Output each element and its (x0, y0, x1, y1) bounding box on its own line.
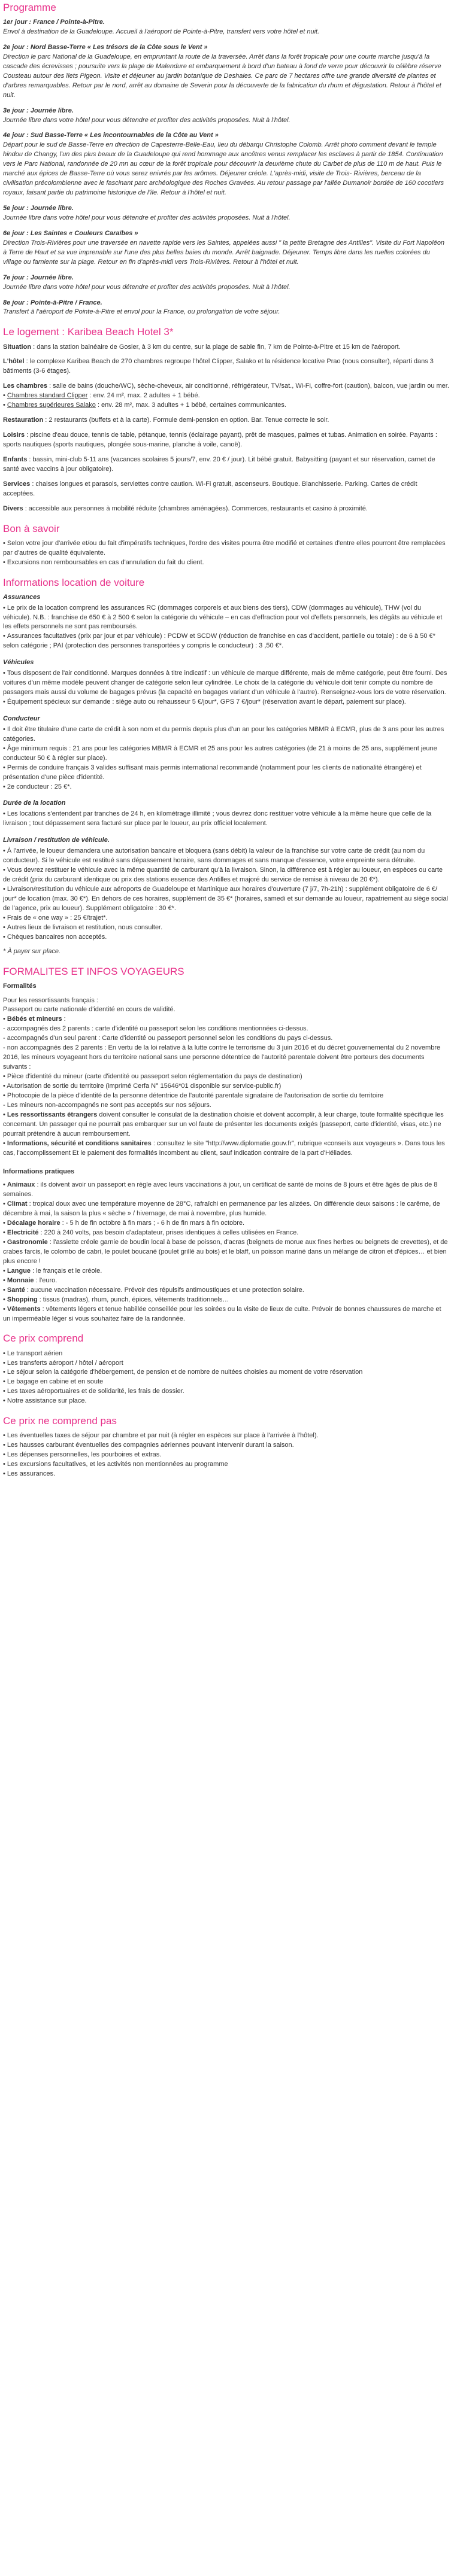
restauration-text: : 2 restaurants (buffets et à la carte). Formule demi-pension en option. Bar. Tenue correcte le soir. (43, 416, 329, 424)
list-item: • Il doit être titulaire d'une carte de crédit à son nom et du permis depuis plus d'un an pour les catégories MBMR à ECMR, plus de 3 ans pour les autres catégories. (3, 725, 449, 744)
etrangers-label: Les ressortissants étrangers (7, 1111, 98, 1118)
bon-savoir-section (3, 522, 449, 568)
conducteur-list (3, 725, 449, 792)
formalites-line: • Photocopie de la pièce d'identité de la personne détentrice de l'autorité parentale signataire de l'autorisation de sortie du territoire (3, 1091, 384, 1099)
pratique-item (3, 1286, 449, 1295)
loisirs-paragraph (3, 431, 449, 450)
day-title: 5e jour : Journée libre. (3, 205, 74, 212)
duree-title: Durée de la location (3, 799, 66, 807)
day-title: 1er jour : France / Pointe-à-Pitre. (3, 19, 105, 26)
list-item: • Frais de « one way » : 25 €/trajet*. (3, 914, 449, 923)
list-item: • Chèques bancaires non acceptés. (3, 933, 449, 942)
pratique-label: Monnaie (7, 1276, 34, 1284)
formalites-line: • Pièce d'identité du mineur (carte d'identité ou passeport selon réglementation du pays de destination) (3, 1073, 302, 1081)
formalites-lines (3, 1024, 449, 1110)
formalites-line: - accompagnés d'un seul parent : Carte d'identité ou passeport personnel selon les conditions du pays ci-dessus. (3, 1035, 333, 1042)
bebes-text: : (62, 1015, 66, 1023)
formalites-subtitle: Formalités (3, 982, 37, 990)
prix-ne-comprend-list (3, 1431, 449, 1479)
pratique-item (3, 1228, 449, 1238)
list-item: • Tous disposent de l'air conditionné. Marques données à titre indicatif : un véhicule de marque différente, mais de même catégorie, peut être fourni. Des voitures d'un même modèle peuvent changer de catégorie selon leur cylindrée. Le choix de la catégorie du véhicule doit tenir compte du nombre de passagers mais aussi du volume de bagages prévus (la capacité en bagages variant d'un véhicule à l'autre). Renseignez-vous lors de votre réservation. (3, 669, 449, 698)
day-text: Journée libre dans votre hôtel pour vous détendre et profiter des activités proposées. Nuit à l'hôtel. (3, 214, 290, 221)
pratiques-title: Informations pratiques (3, 1168, 75, 1176)
list-item: • 2e conducteur : 25 €*. (3, 783, 449, 792)
divers-label: Divers (3, 504, 23, 512)
divers-text: : accessible aux personnes à mobilité réduite (chambres aménagées). Commerces, restaurants et casino à proximité. (23, 504, 368, 512)
loisirs-text: : piscine d'eau douce, tennis de table, pétanque, tennis (éclairage payant), prêt de masques, palmes et tubas. Animation en soirée. Payants : sports nautiques (sports nautiques, plongée sous-marine, planche à voile, canoë). (3, 431, 437, 448)
formalites-section (3, 965, 449, 1324)
list-item: • Les assurances. (3, 1470, 449, 1479)
day-text: Transfert à l'aéroport de Pointe-à-Pitre et envol pour la France, ou prolongation de votre séjour. (3, 308, 280, 316)
chambres-block (3, 382, 449, 410)
prix-comprend-section (3, 1332, 449, 1406)
day-title: 7e jour : Journée libre. (3, 273, 74, 281)
programme-day (3, 273, 449, 293)
pratique-label: Vêtements (7, 1305, 41, 1313)
chambres-label: Les chambres (3, 382, 47, 390)
prix-ne-comprend-section (3, 1415, 449, 1479)
info-label: Informations, sécurité et conditions sanitaires (7, 1139, 152, 1147)
vehicules-list (3, 669, 449, 707)
list-item: • Le prix de la location comprend les assurances RC (dommages corporels et aux biens des tiers), CDW (dommages au véhicule), THW (vol du véhicule). N.B. : franchise de 650 € à 2 500 € selon la catégorie du véhicule – en cas d'effraction pour vol d'effets personnels, les dégâts au véhicule et les effets personnels ne sont pas remboursés. (3, 604, 449, 632)
duree-list (3, 810, 449, 829)
pratique-item (3, 1238, 449, 1267)
list-item: • Les excursions facultatives, et les activités non mentionnées au programme (3, 1460, 449, 1470)
list-item: • Les hausses carburant éventuelles des compagnies aériennes pouvant intervenir durant la saison. (3, 1441, 449, 1450)
programme-day (3, 43, 449, 101)
conducteur-title: Conducteur (3, 714, 40, 722)
list-item: • Âge minimum requis : 21 ans pour les catégories MBMR à ECMR et 25 ans pour les autres catégories (de 21 à moins de 25 ans, supplément jeune conducteur 50 € à régler sur place). (3, 744, 449, 764)
list-item: • Les taxes aéroportuaires et de solidarité, les frais de dossier. (3, 1387, 449, 1397)
pratique-text: : tropical doux avec une température moyenne de 28°C, rafraîchi en permanence par les alizées. On différencie deux saisons : le carême, de décembre à mai, la saison la plus « sèche » / hivernage, de mai à novembre, plus humide. (3, 1200, 440, 1218)
day-text: Journée libre dans votre hôtel pour vous détendre et profiter des activités proposées. Nuit à l'hôtel. (3, 283, 290, 291)
logement-section (3, 326, 449, 513)
pratique-item (3, 1295, 449, 1305)
chambres-text: : salle de bains (douche/WC), sèche-cheveux, air conditionné, réfrigérateur, TV/sat., Wi-Fi, coffre-fort (caution), balcon, vue jardin ou mer. (47, 382, 449, 390)
livraison-title: Livraison / restitution de véhicule. (3, 837, 110, 844)
enfants-paragraph (3, 455, 449, 475)
list-item: • À l'arrivée, le loueur demandera une autorisation bancaire et bloquera (sans débit) la valeur de la franchise sur votre carte de crédit (au nom du conducteur). Si le véhicule est restitué sans dépassement horaire, sans dommages et sans manque d'essence, votre empreinte sera détruite. (3, 847, 449, 866)
day-text: Direction Trois-Rivières pour une traversée en navette rapide vers les Saintes, appelées aussi " la petite Bretagne des Antilles". Visite du Fort Napoléon à Terre de Haut et sa vue imprenable sur l'une des plus belles baies du monde. Arrêt baignade. Déjeuner. Temps libre dans les ruelles colorées du village ou farniente sur la plage. Retour en fin d'après-midi vers Trois-Rivières. Retour à l'hôtel et nuit. (3, 239, 445, 266)
list-item: • Les dépenses personnelles, les pourboires et extras. (3, 1450, 449, 1460)
location-note: * À payer sur place. (3, 947, 60, 955)
hotel-text: : le complexe Karibea Beach de 270 chambres regroupe l'hôtel Clipper, Salako et la résidence locative Prao (nous consulter), réparti dans 3 bâtiments (3-6 étages). (3, 358, 434, 375)
pratique-label: Langue (7, 1267, 31, 1275)
formalites-intro2: Passeport ou carte nationale d'identité en cours de validité. (3, 1006, 175, 1014)
pratique-text: : aucune vaccination nécessaire. Prévoir des répulsifs antimoustiques et une protection solaire. (25, 1286, 304, 1294)
services-label: Services (3, 480, 31, 488)
pratique-label: Climat (7, 1200, 28, 1208)
situation-label: Situation (3, 343, 32, 351)
etrangers-text: doivent consulter le consulat de la destination choisie et doivent accomplir, à leur charge, toute formalité spécifique les concernant. Un passager qui ne pourrait pas embarquer sur un vol faute de présenter les documents exigés (passeport, carte d'identité, visas, etc.) ne pourrait prétendre à aucun remboursement. (3, 1111, 444, 1138)
prix-comprend-title: Ce prix comprend (3, 1333, 84, 1345)
prix-comprend-list (3, 1349, 449, 1407)
formalites-line: - accompagnés des 2 parents : carte d'identité ou passeport selon les conditions mentionnées ci-dessus. (3, 1025, 308, 1033)
livraison-list (3, 847, 449, 942)
restauration-paragraph (3, 416, 449, 425)
pratique-text: : tissus (madras), rhum, punch, épices, vêtements traditionnels… (37, 1295, 229, 1303)
list-item: • Permis de conduire français 3 valides suffisant mais permis international recommandé (notamment pour les clients de nationalité étrangère) et présentation d'une pièce d'identité. (3, 764, 449, 783)
services-text: : chaises longues et parasols, serviettes contre caution. Wi-Fi gratuit, ascenseurs. Boutique. Blanchisserie. Parking. Cartes de crédit acceptées. (3, 480, 417, 497)
programme-day (3, 107, 449, 126)
pratique-label: Décalage horaire (7, 1219, 60, 1227)
day-text: Envol à destination de la Guadeloupe. Accueil à l'aéroport de Pointe-à-Pitre, transfert vers votre hôtel et nuit. (3, 28, 320, 36)
pratique-text: : l'assiette créole garnie de boudin local à base de poisson, d'acras (beignets de morue aux fines herbes ou beignets de crevettes), et de crabes farcis, le colombo de cabri, le poulet boucané (poulet grillé au bois) et le blaff, un poisson mariné dans un mélange de citron et d'épices… et bien plus encore ! (3, 1239, 448, 1265)
pratique-item (3, 1219, 449, 1228)
pratique-label: Animaux (7, 1181, 35, 1189)
bon-savoir-list (3, 539, 449, 568)
list-item: • Selon votre jour d'arrivée et/ou du fait d'impératifs techniques, l'ordre des visites pourra être modifié et certaines d'entre elles pourront être remplacées par d'autres de qualité équivalente. (3, 539, 449, 558)
pratique-item (3, 1200, 449, 1219)
room-type-standard (3, 391, 449, 401)
prix-ne-comprend-title: Ce prix ne comprend pas (3, 1415, 117, 1427)
pratique-text: : le français et le créole. (31, 1267, 102, 1275)
list-item: • Le séjour selon la catégorie d'hébergement, de pension et de nombre de nuitées choisies au moment de votre réservation (3, 1368, 449, 1377)
day-title: 2e jour : Nord Basse-Terre « Les trésors de la Côte sous le Vent » (3, 43, 208, 51)
divers-paragraph (3, 504, 449, 514)
room-type-standard-link[interactable]: Chambres standard Clipper (7, 392, 88, 400)
day-text: Journée libre dans votre hôtel pour vous détendre et profiter des activités proposées. Nuit à l'hôtel. (3, 116, 290, 124)
pratique-label: Gastronomie (7, 1239, 48, 1246)
chambres-paragraph (3, 382, 449, 391)
room-type-superieure-link[interactable]: Chambres supérieures Salako (7, 402, 96, 409)
list-item: • Assurances facultatives (prix par jour et par véhicule) : PCDW et SCDW (réduction de franchise en cas d'accident, partielle ou totale) : de 6 à 50 €* selon catégorie ; PAI (protection des personnes transportées y compris le conducteur) : 3 ,50 €*. (3, 632, 449, 651)
list-item: • Les transferts aéroport / hôtel / aéroport (3, 1359, 449, 1368)
bebes-label: Bébés et mineurs (7, 1015, 62, 1023)
room-type-standard-text: : env. 24 m², max. 2 adultes + 1 bébé. (87, 392, 200, 400)
list-item: • Le transport aérien (3, 1349, 449, 1359)
day-text: Direction le parc National de la Guadeloupe, en empruntant la route de la traversée. Arrêt dans la forêt tropicale pour une courte marche jusqu'à la cascade des écrevisses ; poursuite vers la plage de Malendure et embarquement à bord d'un bateau à fond de verre pour découvrir la célèbre réserve Cousteau autour des îlets Pigeon. Visite et déjeuner au jardin botanique de Deshaies. Ce parc de 7 hectares offre une grande diversité de plantes et d'arbres remarquables. Retour par le nord, arrêt au domaine de Severin pour la découverte de la fabrication du rhum et dégustation. Retour à l'hôtel et nuit. (3, 53, 441, 99)
list-item: • Excursions non remboursables en cas d'annulation du fait du client. (3, 558, 449, 568)
programme-day (3, 131, 449, 198)
bebes-line (3, 1015, 449, 1024)
pratique-label: Shopping (7, 1295, 38, 1303)
programme-title: Programme (3, 2, 56, 13)
pratiques-list (3, 1181, 449, 1324)
day-title: 8e jour : Pointe-à-Pitre / France. (3, 299, 102, 306)
pratique-label: Electricité (7, 1229, 39, 1237)
list-item: • Le bagage en cabine et en soute (3, 1377, 449, 1387)
etrangers-line (3, 1111, 449, 1139)
formalites-line: - non accompagnés des 2 parents : En vertu de la loi relative à la lutte contre le terrorisme du 3 juin 2016 et du décret gouvernemental du 2 novembre 2016, les mineurs voyageant hors du territoire national sans une personne détentrice de l'autorité parentale doivent être porteurs des documents suivants : (3, 1044, 441, 1071)
loisirs-label: Loisirs (3, 431, 25, 439)
pratique-text: : 220 à 240 volts, pas besoin d'adaptateur, prises identiques à celles utilisées en France. (38, 1229, 299, 1237)
pratique-item (3, 1267, 449, 1276)
list-item: • Équipement spécieux sur demande : siège auto ou rehausseur 5 €/jour*, GPS 7 €/jour* (réservation avant le départ, paiement sur place). (3, 698, 449, 707)
location-section (3, 576, 449, 957)
formalites-intro: Pour les ressortissants français : (3, 996, 98, 1004)
list-item: • Notre assistance sur place. (3, 1397, 449, 1406)
pratique-item (3, 1305, 449, 1324)
pratique-text: : vêtements légers et tenue habillée conseillée pour les soirées ou la visite de lieux de culte. Prévoir de bonnes chaussures de marche et un imperméable léger si vous souhaitez faire de la randonnée. (3, 1305, 441, 1322)
programme-day (3, 229, 449, 267)
info-text: : consultez le site "http://www.diplomatie.gouv.fr", rubrique «conseils aux voyageurs ». Dans tous les cas, l'accomplissement Et le paiement des formalités incombent au client, sauf indication contraire de la part d'Héliades. (3, 1139, 445, 1157)
formalites-line: • Autorisation de sortie du territoire (imprimé Cerfa N° 15646*01 disponible sur service-public.fr) (3, 1082, 282, 1090)
formalites-line: - Les mineurs non-accompagnés ne sont pas acceptés sur nos séjours. (3, 1101, 211, 1109)
situation-paragraph (3, 343, 449, 352)
programme-days (3, 18, 449, 317)
bon-savoir-title: Bon à savoir (3, 522, 60, 534)
situation-text: : dans la station balnéaire de Gosier, à 3 km du centre, sur la plage de sable fin, 7 km de Pointe-à-Pitre et 15 km de l'aéroport. (31, 343, 401, 351)
programme-section (3, 1, 449, 317)
day-title: 4e jour : Sud Basse-Terre « Les incontournables de la Côte au Vent » (3, 132, 219, 139)
pratique-text: : l'euro. (34, 1276, 57, 1284)
pratique-text: : - 5 h de fin octobre à fin mars ; - 6 h de fin mars à fin octobre. (60, 1219, 245, 1227)
restauration-label: Restauration (3, 416, 44, 424)
day-text: Départ pour le sud de Basse-Terre en direction de Capesterre-Belle-Eau, lieu du débarqu Christophe Colomb. Arrêt photo comment devant le temple hindou de Changy, l'un des plus beaux de la Guadeloupe qui rend hommage aux ancêtres venus remplacer les esclaves à partir de 1854. Continuation vers le Parc National, randonnée de 20 mn au cœur de la forêt tropicale pour découvrir la deuxième chute du Carbet de plus de 110 m de haut. Puis le marché aux épices de Basse-Terre où vous serez enivrés par les arômes. Déjeuner créole. L'après-midi, visite de Trois- Rivières, berceau de la civilisation précolombienne avec le fascinant parc archéologique des Roches Gravées. Au retour passage par l'allée Dumanoir bordée de 160 cocotiers royaux, faisant partie du patrimoine historique de l'île. Retour à l'hôtel et nuit. (3, 141, 444, 197)
hotel-paragraph (3, 357, 449, 376)
enfants-text: : bassin, mini-club 5-11 ans (vacances scolaires 5 jours/7, env. 20 € / jour). Lit bébé gratuit. Babysitting (payant et sur réservation, carnet de santé avec vaccins à jour obligatoire). (3, 455, 435, 473)
programme-day (3, 204, 449, 223)
assurances-title: Assurances (3, 593, 41, 601)
services-paragraph (3, 480, 449, 499)
assurances-list (3, 604, 449, 652)
vehicules-title: Véhicules (3, 659, 34, 667)
list-item: • Autres lieux de livraison et restitution, nous consulter. (3, 923, 449, 933)
day-title: 3e jour : Journée libre. (3, 107, 74, 114)
room-type-superieure (3, 401, 449, 410)
list-item: • Livraison/restitution du véhicule aux aéroports de Guadeloupe et Martinique aux horaires d'ouverture (7 j/7, 7h-21h) : supplément obligatoire de 6 €/ jour* de location (max. 30 €*). En dehors de ces horaires, supplément de 35 €* (horaires, samedi et sur demande au loueur, rapatriement au siège social de l'agence, prix au loueur). Supplément obligatoire : 30 €*. (3, 885, 449, 914)
list-item: • Les éventuelles taxes de séjour par chambre et par nuit (à régler en espèces sur place à l'arrivée à l'hôtel). (3, 1431, 449, 1441)
pratique-item (3, 1181, 449, 1200)
pratique-label: Santé (7, 1286, 25, 1294)
programme-day (3, 299, 449, 318)
formalites-title: FORMALITES ET INFOS VOYAGEURS (3, 965, 184, 977)
day-title: 6e jour : Les Saintes « Couleurs Caraïbes » (3, 229, 138, 237)
room-type-superieure-text: : env. 28 m², max. 3 adultes + 1 bébé, certaines communicantes. (95, 402, 286, 409)
list-item: • Vous devrez restituer le véhicule avec la même quantité de carburant qu'à la livraison. Sinon, la différence est à régler au loueur, en espèces ou carte de crédit (prix du carburant identique ou prix des stations essence des Antilles et majoré du service de remise à niveau de 20 €*). (3, 866, 449, 885)
pratique-text: : ils doivent avoir un passeport en règle avec leurs vaccinations à jour, un certificat de santé de moins de 8 jours et être âgés de plus de 8 semaines. (3, 1181, 438, 1199)
programme-day (3, 18, 449, 37)
info-line (3, 1139, 449, 1158)
logement-title: Le logement : Karibea Beach Hotel 3* (3, 326, 174, 338)
location-title: Informations location de voiture (3, 576, 145, 588)
enfants-label: Enfants (3, 455, 28, 463)
pratique-item (3, 1276, 449, 1286)
hotel-label: L'hôtel (3, 358, 25, 366)
list-item: • Les locations s'entendent par tranches de 24 h, en kilométrage illimité ; vous devrez donc restituer votre véhicule à la même heure que celle de la livraison ; tout dépassement sera facturé sur place par le loueur, au prix officiel localement. (3, 810, 449, 829)
